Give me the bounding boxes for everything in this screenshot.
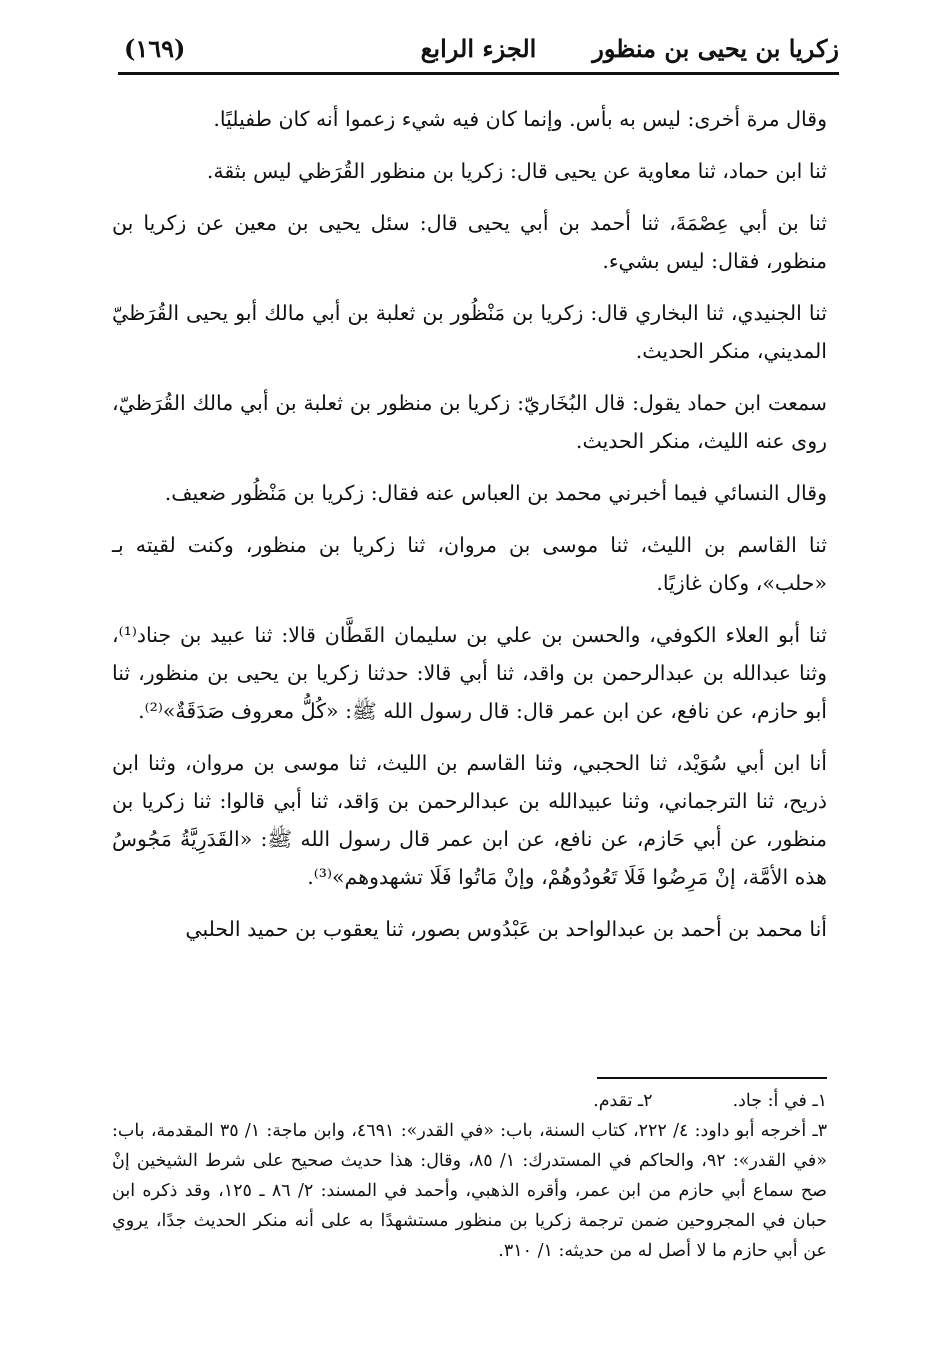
footnote-row xyxy=(112,1086,827,1116)
paragraph: ثنا القاسم بن الليث، ثنا موسى بن مروان، ثنا زكريا بن منظور، وكنت لقيته بـ «حلب»، وكان غازيًا. xyxy=(112,533,827,595)
paragraph: سمعت ابن حماد يقول: قال البُخَاريّ: زكريا بن منظور بن ثعلبة بن أبي مالك القُرَظيّ، روى عنه الليث، منكر الحديث. xyxy=(112,391,827,453)
footnote-3: ٣ـ أخرجه أبو داود: ٤/ ٢٢٢، كتاب السنة، باب: «في القدر»: ٤٦٩١، وابن ماجة: ١/ ٣٥ المقدمة، باب: «في القدر»: ٩٢، والحاكم في المستدرك: ١/ ٨٥، وقال: هذا حديث صحيح على شرط الشيخين إنْ صح سماع أبي حازم من ابن عمر، وأقره الذهبي، وأحمد في المسند: ٢/ ٨٦ ـ ١٢٥، وقد ذكره ابن حبان في المجروحين ضمن ترجمة زكريا بن منظور مستشهدًا به على أنه منكر الحديث جدًا، يروي عن أبي حازم ما لا أصل له من حديثه: ١/ ٣١٠. xyxy=(112,1121,827,1261)
paragraph: وقال مرة أخرى: ليس به بأس. وإنما كان فيه شيء زعموا أنه كان طفيليًا. xyxy=(213,107,827,131)
paragraph: ثنا الجنيدي، ثنا البخاري قال: زكريا بن مَنْظُور بن ثعلبة بن أبي مالك أبو يحيى القُرَظيّ المديني، منكر الحديث. xyxy=(112,301,827,363)
page-number: (١٦٩) xyxy=(124,34,186,63)
paragraph: أنا محمد بن أحمد بن عبدالواحد بن عَبْدُوس بصور، ثنا يعقوب بن حميد الحلبي xyxy=(185,917,827,941)
paragraph: ثنا ابن حماد، ثنا معاوية عن يحيى قال: زكريا بن منظور القُرَظي ليس بثقة. xyxy=(206,159,827,183)
footnotes xyxy=(112,1086,827,1266)
footnote-divider xyxy=(597,1077,827,1079)
main-text xyxy=(112,100,827,962)
paragraph: ثنا بن أبي عِصْمَةَ، ثنا أحمد بن أبي يحيى قال: سئل يحيى بن معين عن زكريا بن منظور، فقال: ليس بشيء. xyxy=(112,211,827,273)
paragraph: ثنا أبو العلاء الكوفي، والحسن بن علي بن سليمان القَطَّان قالا: ثنا عبيد بن جناد⁽¹⁾، وثنا عبدالله بن عبدالرحمن بن واقد، ثنا أبي قالا: حدثنا زكريا بن يحيى بن منظور، ثنا أبو حازم، عن نافع، عن ابن عمر قال: قال رسول الله ﷺ: «كُلُّ معروف صَدَقَةٌ»⁽²⁾. xyxy=(112,623,827,723)
page-header xyxy=(118,28,839,75)
running-title: زكريا بن يحيى بن منظور xyxy=(592,34,839,63)
footnote-2: ٢ـ تقدم. xyxy=(593,1091,653,1111)
paragraph: أنا ابن أبي سُوَيْد، ثنا الحجبي، وثنا القاسم بن الليث، ثنا موسى بن مروان، وثنا ابن ذريح، ثنا الترجماني، وثنا عبيدالله بن عبدالرحمن بن وَاقد، ثنا أبي قالوا: ثنا زكريا بن منظور، عن أبي حَازم، عن نافع، عن ابن عمر قال رسول الله ﷺ: «القَدَرِيَّةُ مَجُوسُ هذه الأمَّة، إنْ مَرِضُوا فَلَا تَعُودُوهُمْ، وإنْ مَاتُوا فَلَا تشهدوهم»⁽³⁾. xyxy=(112,751,827,889)
paragraph: وقال النسائي فيما أخبرني محمد بن العباس عنه فقال: زكريا بن مَنْظُور ضعيف. xyxy=(164,481,827,505)
volume-label: الجزء الرابع xyxy=(420,34,537,63)
footnote-1: ١ـ في أ: جاد. xyxy=(732,1091,827,1111)
